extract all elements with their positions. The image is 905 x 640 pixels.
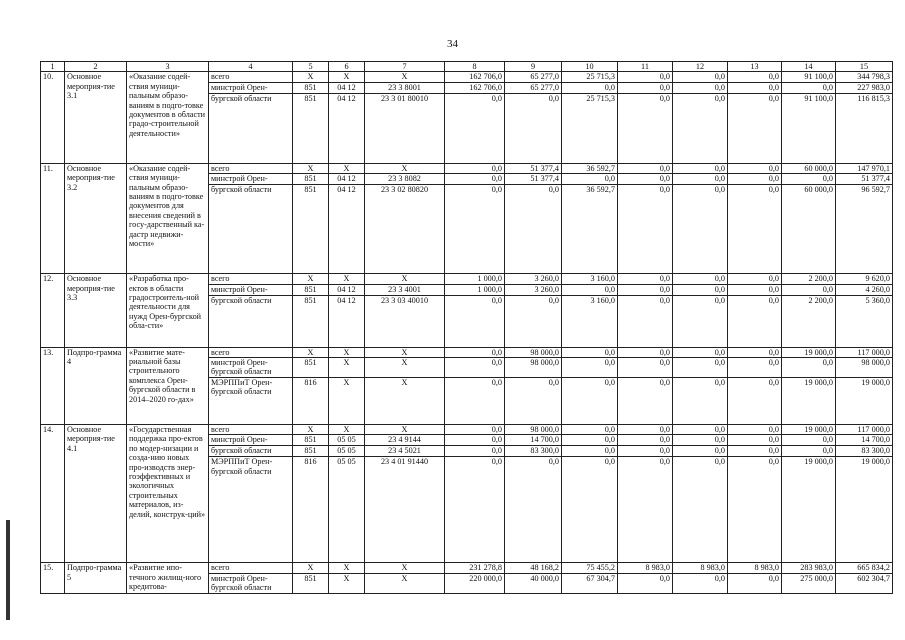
amount-cell: 0,0	[562, 284, 618, 295]
amount-cell: 19 000,0	[782, 457, 836, 563]
column-header: 13	[728, 62, 782, 72]
column-number-row	[41, 62, 893, 72]
scan-edge-mark	[6, 520, 10, 620]
amount-cell: 162 706,0	[445, 82, 505, 93]
amount-cell: 14 700,0	[505, 435, 562, 446]
amount-cell: 0,0	[673, 446, 728, 457]
code-grbs: 851	[293, 82, 329, 93]
amount-cell: 0,0	[618, 163, 673, 173]
amount-cell: 0,0	[728, 284, 782, 295]
amount-cell: 0,0	[562, 358, 618, 378]
amount-cell: 0,0	[562, 425, 618, 435]
code-csr: 23 4 5021	[365, 446, 445, 457]
code-grbs: Х	[293, 274, 329, 284]
amount-cell: 665 834,2	[836, 563, 893, 573]
executor: бургской области	[209, 295, 293, 347]
column-header: 14	[782, 62, 836, 72]
amount-cell: 231 278,8	[445, 563, 505, 573]
amount-cell: 0,0	[728, 295, 782, 347]
amount-cell: 91 100,0	[782, 93, 836, 163]
code-grbs: Х	[293, 563, 329, 573]
column-header: 6	[329, 62, 365, 72]
amount-cell: 0,0	[562, 347, 618, 357]
code-rzpr: 05 05	[329, 435, 365, 446]
amount-cell: 0,0	[782, 82, 836, 93]
executor: минстрой Орен-	[209, 284, 293, 295]
amount-cell: 0,0	[782, 358, 836, 378]
row-number: 10.	[41, 72, 65, 163]
code-grbs: 851	[293, 284, 329, 295]
code-rzpr: 05 05	[329, 457, 365, 563]
amount-cell: 67 304,7	[562, 573, 618, 593]
amount-cell: 0,0	[782, 435, 836, 446]
amount-cell: 25 715,3	[562, 93, 618, 163]
column-header: 8	[445, 62, 505, 72]
code-csr: 23 3 02 80820	[365, 185, 445, 274]
amount-cell: 275 000,0	[782, 573, 836, 593]
code-csr: 23 3 01 80010	[365, 93, 445, 163]
amount-cell: 0,0	[618, 93, 673, 163]
amount-cell: 0,0	[445, 347, 505, 357]
item-name: «Разработка про-ектов в области градостроитель-ной деятельности для нужд Орен-бургской обла-сти»	[127, 274, 209, 347]
code-csr: 23 4 9144	[365, 435, 445, 446]
code-grbs: Х	[293, 72, 329, 82]
amount-cell: 0,0	[782, 284, 836, 295]
code-csr: Х	[365, 425, 445, 435]
amount-cell: 0,0	[505, 378, 562, 425]
code-grbs: 851	[293, 358, 329, 378]
column-header: 12	[673, 62, 728, 72]
amount-cell: 0,0	[562, 378, 618, 425]
code-rzpr: 04 12	[329, 185, 365, 274]
code-rzpr: Х	[329, 163, 365, 173]
amount-cell: 5 360,0	[836, 295, 893, 347]
amount-cell: 0,0	[728, 425, 782, 435]
column-header: 9	[505, 62, 562, 72]
amount-cell: 0,0	[673, 185, 728, 274]
code-rzpr: Х	[329, 378, 365, 425]
amount-cell: 0,0	[618, 295, 673, 347]
amount-cell: 36 592,7	[562, 163, 618, 173]
amount-cell: 0,0	[728, 174, 782, 185]
item-name: «Государственная поддержка про-ектов по модер-низации и созда-нию новых про-изводств энер-гоэффективных и экологичных строительных материалов, из-делий, конструк-ций»	[127, 425, 209, 563]
amount-cell: 0,0	[673, 378, 728, 425]
amount-cell: 8 983,0	[673, 563, 728, 573]
amount-cell: 75 455,2	[562, 563, 618, 573]
executor: минстрой Орен-бургской области	[209, 358, 293, 378]
amount-cell: 0,0	[673, 425, 728, 435]
amount-cell: 0,0	[618, 358, 673, 378]
amount-cell: 0,0	[673, 163, 728, 173]
item-name: «Оказание содей-ствия муници-пальным образо-ваниям в подго-товке документов для внесения сведений в госу-дарственный ка-дастр недвижи-мости»	[127, 163, 209, 273]
code-grbs: 816	[293, 457, 329, 563]
amount-cell: 0,0	[505, 93, 562, 163]
code-rzpr: 04 12	[329, 93, 365, 163]
amount-cell: 96 592,7	[836, 185, 893, 274]
amount-cell: 162 706,0	[445, 72, 505, 82]
executor: МЭРППиТ Орен-бургской области	[209, 378, 293, 425]
code-rzpr: Х	[329, 358, 365, 378]
amount-cell: 40 000,0	[505, 573, 562, 593]
amount-cell: 0,0	[562, 457, 618, 563]
amount-cell: 0,0	[618, 347, 673, 357]
amount-cell: 0,0	[673, 457, 728, 563]
column-header: 10	[562, 62, 618, 72]
code-grbs: 816	[293, 378, 329, 425]
amount-cell: 4 260,0	[836, 284, 893, 295]
amount-cell: 83 300,0	[505, 446, 562, 457]
code-rzpr: 04 12	[329, 284, 365, 295]
amount-cell: 0,0	[728, 93, 782, 163]
amount-cell: 98 000,0	[505, 425, 562, 435]
amount-cell: 220 000,0	[445, 573, 505, 593]
amount-cell: 0,0	[618, 82, 673, 93]
item-name: «Развитие мате-риальной базы строительного комплекса Орен-бургской области в 2014–2020 го-дах»	[127, 347, 209, 424]
amount-cell: 0,0	[505, 185, 562, 274]
amount-cell: 0,0	[673, 358, 728, 378]
amount-cell: 0,0	[562, 435, 618, 446]
amount-cell: 0,0	[728, 82, 782, 93]
code-rzpr: Х	[329, 274, 365, 284]
amount-cell: 19 000,0	[782, 378, 836, 425]
amount-cell: 0,0	[728, 446, 782, 457]
amount-cell: 117 000,0	[836, 425, 893, 435]
executor: минстрой Орен-	[209, 82, 293, 93]
amount-cell: 0,0	[728, 573, 782, 593]
amount-cell: 0,0	[782, 446, 836, 457]
amount-cell: 2 200,0	[782, 274, 836, 284]
amount-cell: 116 815,3	[836, 93, 893, 163]
code-csr: Х	[365, 573, 445, 593]
amount-cell: 0,0	[728, 435, 782, 446]
amount-cell: 0,0	[728, 347, 782, 357]
code-grbs: 851	[293, 93, 329, 163]
item-type: Основное мероприя-тие 4.1	[65, 425, 127, 563]
executor: бургской области	[209, 446, 293, 457]
executor: всего	[209, 72, 293, 82]
amount-cell: 0,0	[445, 446, 505, 457]
code-grbs: 851	[293, 185, 329, 274]
amount-cell: 0,0	[445, 93, 505, 163]
amount-cell: 19 000,0	[836, 378, 893, 425]
amount-cell: 0,0	[673, 82, 728, 93]
amount-cell: 0,0	[445, 163, 505, 173]
amount-cell: 3 160,0	[562, 274, 618, 284]
executor: всего	[209, 274, 293, 284]
column-header: 15	[836, 62, 893, 72]
item-type: Основное мероприя-тие 3.3	[65, 274, 127, 347]
column-header: 11	[618, 62, 673, 72]
code-csr: Х	[365, 72, 445, 82]
column-header: 7	[365, 62, 445, 72]
executor: всего	[209, 425, 293, 435]
amount-cell: 0,0	[445, 378, 505, 425]
budget-table	[40, 61, 893, 594]
executor: бургской области	[209, 93, 293, 163]
amount-cell: 0,0	[728, 274, 782, 284]
amount-cell: 83 300,0	[836, 446, 893, 457]
code-grbs: Х	[293, 425, 329, 435]
code-csr: Х	[365, 378, 445, 425]
amount-cell: 0,0	[728, 457, 782, 563]
amount-cell: 0,0	[618, 72, 673, 82]
amount-cell: 0,0	[505, 295, 562, 347]
code-csr: Х	[365, 274, 445, 284]
amount-cell: 0,0	[445, 295, 505, 347]
amount-cell: 36 592,7	[562, 185, 618, 274]
code-csr: Х	[365, 563, 445, 573]
amount-cell: 0,0	[618, 425, 673, 435]
amount-cell: 91 100,0	[782, 72, 836, 82]
amount-cell: 98 000,0	[505, 358, 562, 378]
amount-cell: 51 377,4	[836, 174, 893, 185]
code-rzpr: Х	[329, 347, 365, 357]
amount-cell: 0,0	[445, 358, 505, 378]
amount-cell: 8 983,0	[728, 563, 782, 573]
code-csr: 23 3 8082	[365, 174, 445, 185]
amount-cell: 602 304,7	[836, 573, 893, 593]
item-type: Основное мероприя-тие 3.2	[65, 163, 127, 273]
amount-cell: 0,0	[618, 185, 673, 274]
amount-cell: 48 168,2	[505, 563, 562, 573]
code-csr: 23 3 03 40010	[365, 295, 445, 347]
amount-cell: 2 200,0	[782, 295, 836, 347]
amount-cell: 0,0	[728, 185, 782, 274]
column-header: 3	[127, 62, 209, 72]
amount-cell: 0,0	[562, 82, 618, 93]
table-row	[41, 563, 893, 573]
code-rzpr: 04 12	[329, 174, 365, 185]
amount-cell: 51 377,4	[505, 163, 562, 173]
item-name: «Развитие ипо-течного жилищ-ного кредитова-	[127, 563, 209, 593]
amount-cell: 0,0	[445, 425, 505, 435]
code-csr: 23 3 4001	[365, 284, 445, 295]
amount-cell: 0,0	[618, 274, 673, 284]
executor: минстрой Орен-	[209, 174, 293, 185]
code-rzpr: 04 12	[329, 82, 365, 93]
code-grbs: Х	[293, 163, 329, 173]
executor: МЭРППиТ Орен-бургской области	[209, 457, 293, 563]
code-csr: 23 4 01 91440	[365, 457, 445, 563]
amount-cell: 0,0	[445, 435, 505, 446]
code-rzpr: 04 12	[329, 295, 365, 347]
amount-cell: 147 970,1	[836, 163, 893, 173]
amount-cell: 65 277,0	[505, 72, 562, 82]
amount-cell: 0,0	[445, 457, 505, 563]
code-rzpr: Х	[329, 72, 365, 82]
amount-cell: 3 160,0	[562, 295, 618, 347]
amount-cell: 283 983,0	[782, 563, 836, 573]
code-rzpr: Х	[329, 425, 365, 435]
amount-cell: 3 260,0	[505, 284, 562, 295]
amount-cell: 0,0	[618, 378, 673, 425]
row-number: 13.	[41, 347, 65, 424]
amount-cell: 1 000,0	[445, 284, 505, 295]
code-grbs: 851	[293, 573, 329, 593]
amount-cell: 0,0	[618, 446, 673, 457]
amount-cell: 60 000,0	[782, 185, 836, 274]
amount-cell: 0,0	[673, 72, 728, 82]
table-row	[41, 347, 893, 357]
amount-cell: 0,0	[673, 174, 728, 185]
amount-cell: 3 260,0	[505, 274, 562, 284]
item-name: «Оказание содей-ствия муници-пальным образо-ваниям в подго-товке документов в области градо-строительной деятельности»	[127, 72, 209, 163]
amount-cell: 0,0	[618, 457, 673, 563]
amount-cell: 0,0	[673, 295, 728, 347]
table-body	[41, 62, 893, 594]
amount-cell: 0,0	[782, 174, 836, 185]
executor: всего	[209, 347, 293, 357]
amount-cell: 227 983,0	[836, 82, 893, 93]
code-csr: Х	[365, 163, 445, 173]
row-number: 12.	[41, 274, 65, 347]
amount-cell: 0,0	[618, 435, 673, 446]
amount-cell: 19 000,0	[782, 425, 836, 435]
amount-cell: 98 000,0	[836, 358, 893, 378]
executor: минстрой Орен-бургской области	[209, 573, 293, 593]
amount-cell: 0,0	[618, 174, 673, 185]
row-number: 15.	[41, 563, 65, 593]
amount-cell: 0,0	[728, 358, 782, 378]
amount-cell: 0,0	[562, 174, 618, 185]
row-number: 14.	[41, 425, 65, 563]
amount-cell: 0,0	[673, 573, 728, 593]
amount-cell: 0,0	[562, 446, 618, 457]
row-number: 11.	[41, 163, 65, 273]
item-type: Основное мероприя-тие 3.1	[65, 72, 127, 163]
code-csr: 23 3 8001	[365, 82, 445, 93]
amount-cell: 0,0	[673, 284, 728, 295]
code-grbs: Х	[293, 347, 329, 357]
item-type: Подпро-грамма 4	[65, 347, 127, 424]
amount-cell: 117 000,0	[836, 347, 893, 357]
column-header: 1	[41, 62, 65, 72]
table-row	[41, 163, 893, 173]
amount-cell: 0,0	[445, 174, 505, 185]
code-rzpr: Х	[329, 573, 365, 593]
amount-cell: 0,0	[728, 163, 782, 173]
column-header: 5	[293, 62, 329, 72]
amount-cell: 0,0	[618, 573, 673, 593]
amount-cell: 0,0	[673, 274, 728, 284]
amount-cell: 0,0	[673, 347, 728, 357]
code-rzpr: 05 05	[329, 446, 365, 457]
amount-cell: 25 715,3	[562, 72, 618, 82]
amount-cell: 0,0	[505, 457, 562, 563]
table-row	[41, 72, 893, 82]
code-csr: Х	[365, 347, 445, 357]
amount-cell: 19 000,0	[782, 347, 836, 357]
code-grbs: 851	[293, 446, 329, 457]
column-header: 2	[65, 62, 127, 72]
amount-cell: 9 620,0	[836, 274, 893, 284]
amount-cell: 1 000,0	[445, 274, 505, 284]
amount-cell: 0,0	[728, 72, 782, 82]
amount-cell: 65 277,0	[505, 82, 562, 93]
table-row	[41, 274, 893, 284]
code-grbs: 851	[293, 295, 329, 347]
code-csr: Х	[365, 358, 445, 378]
executor: бургской области	[209, 185, 293, 274]
executor: всего	[209, 563, 293, 573]
executor: всего	[209, 163, 293, 173]
amount-cell: 60 000,0	[782, 163, 836, 173]
amount-cell: 0,0	[673, 93, 728, 163]
amount-cell: 14 700,0	[836, 435, 893, 446]
page-number: 34	[447, 38, 458, 50]
amount-cell: 51 377,4	[505, 174, 562, 185]
amount-cell: 0,0	[618, 284, 673, 295]
amount-cell: 0,0	[673, 435, 728, 446]
code-rzpr: Х	[329, 563, 365, 573]
executor: минстрой Орен-	[209, 435, 293, 446]
column-header: 4	[209, 62, 293, 72]
amount-cell: 0,0	[445, 185, 505, 274]
amount-cell: 19 000,0	[836, 457, 893, 563]
code-grbs: 851	[293, 174, 329, 185]
amount-cell: 8 983,0	[618, 563, 673, 573]
amount-cell: 98 000,0	[505, 347, 562, 357]
item-type: Подпро-грамма 5	[65, 563, 127, 593]
table-row	[41, 425, 893, 435]
amount-cell: 344 798,3	[836, 72, 893, 82]
code-grbs: 851	[293, 435, 329, 446]
amount-cell: 0,0	[728, 378, 782, 425]
